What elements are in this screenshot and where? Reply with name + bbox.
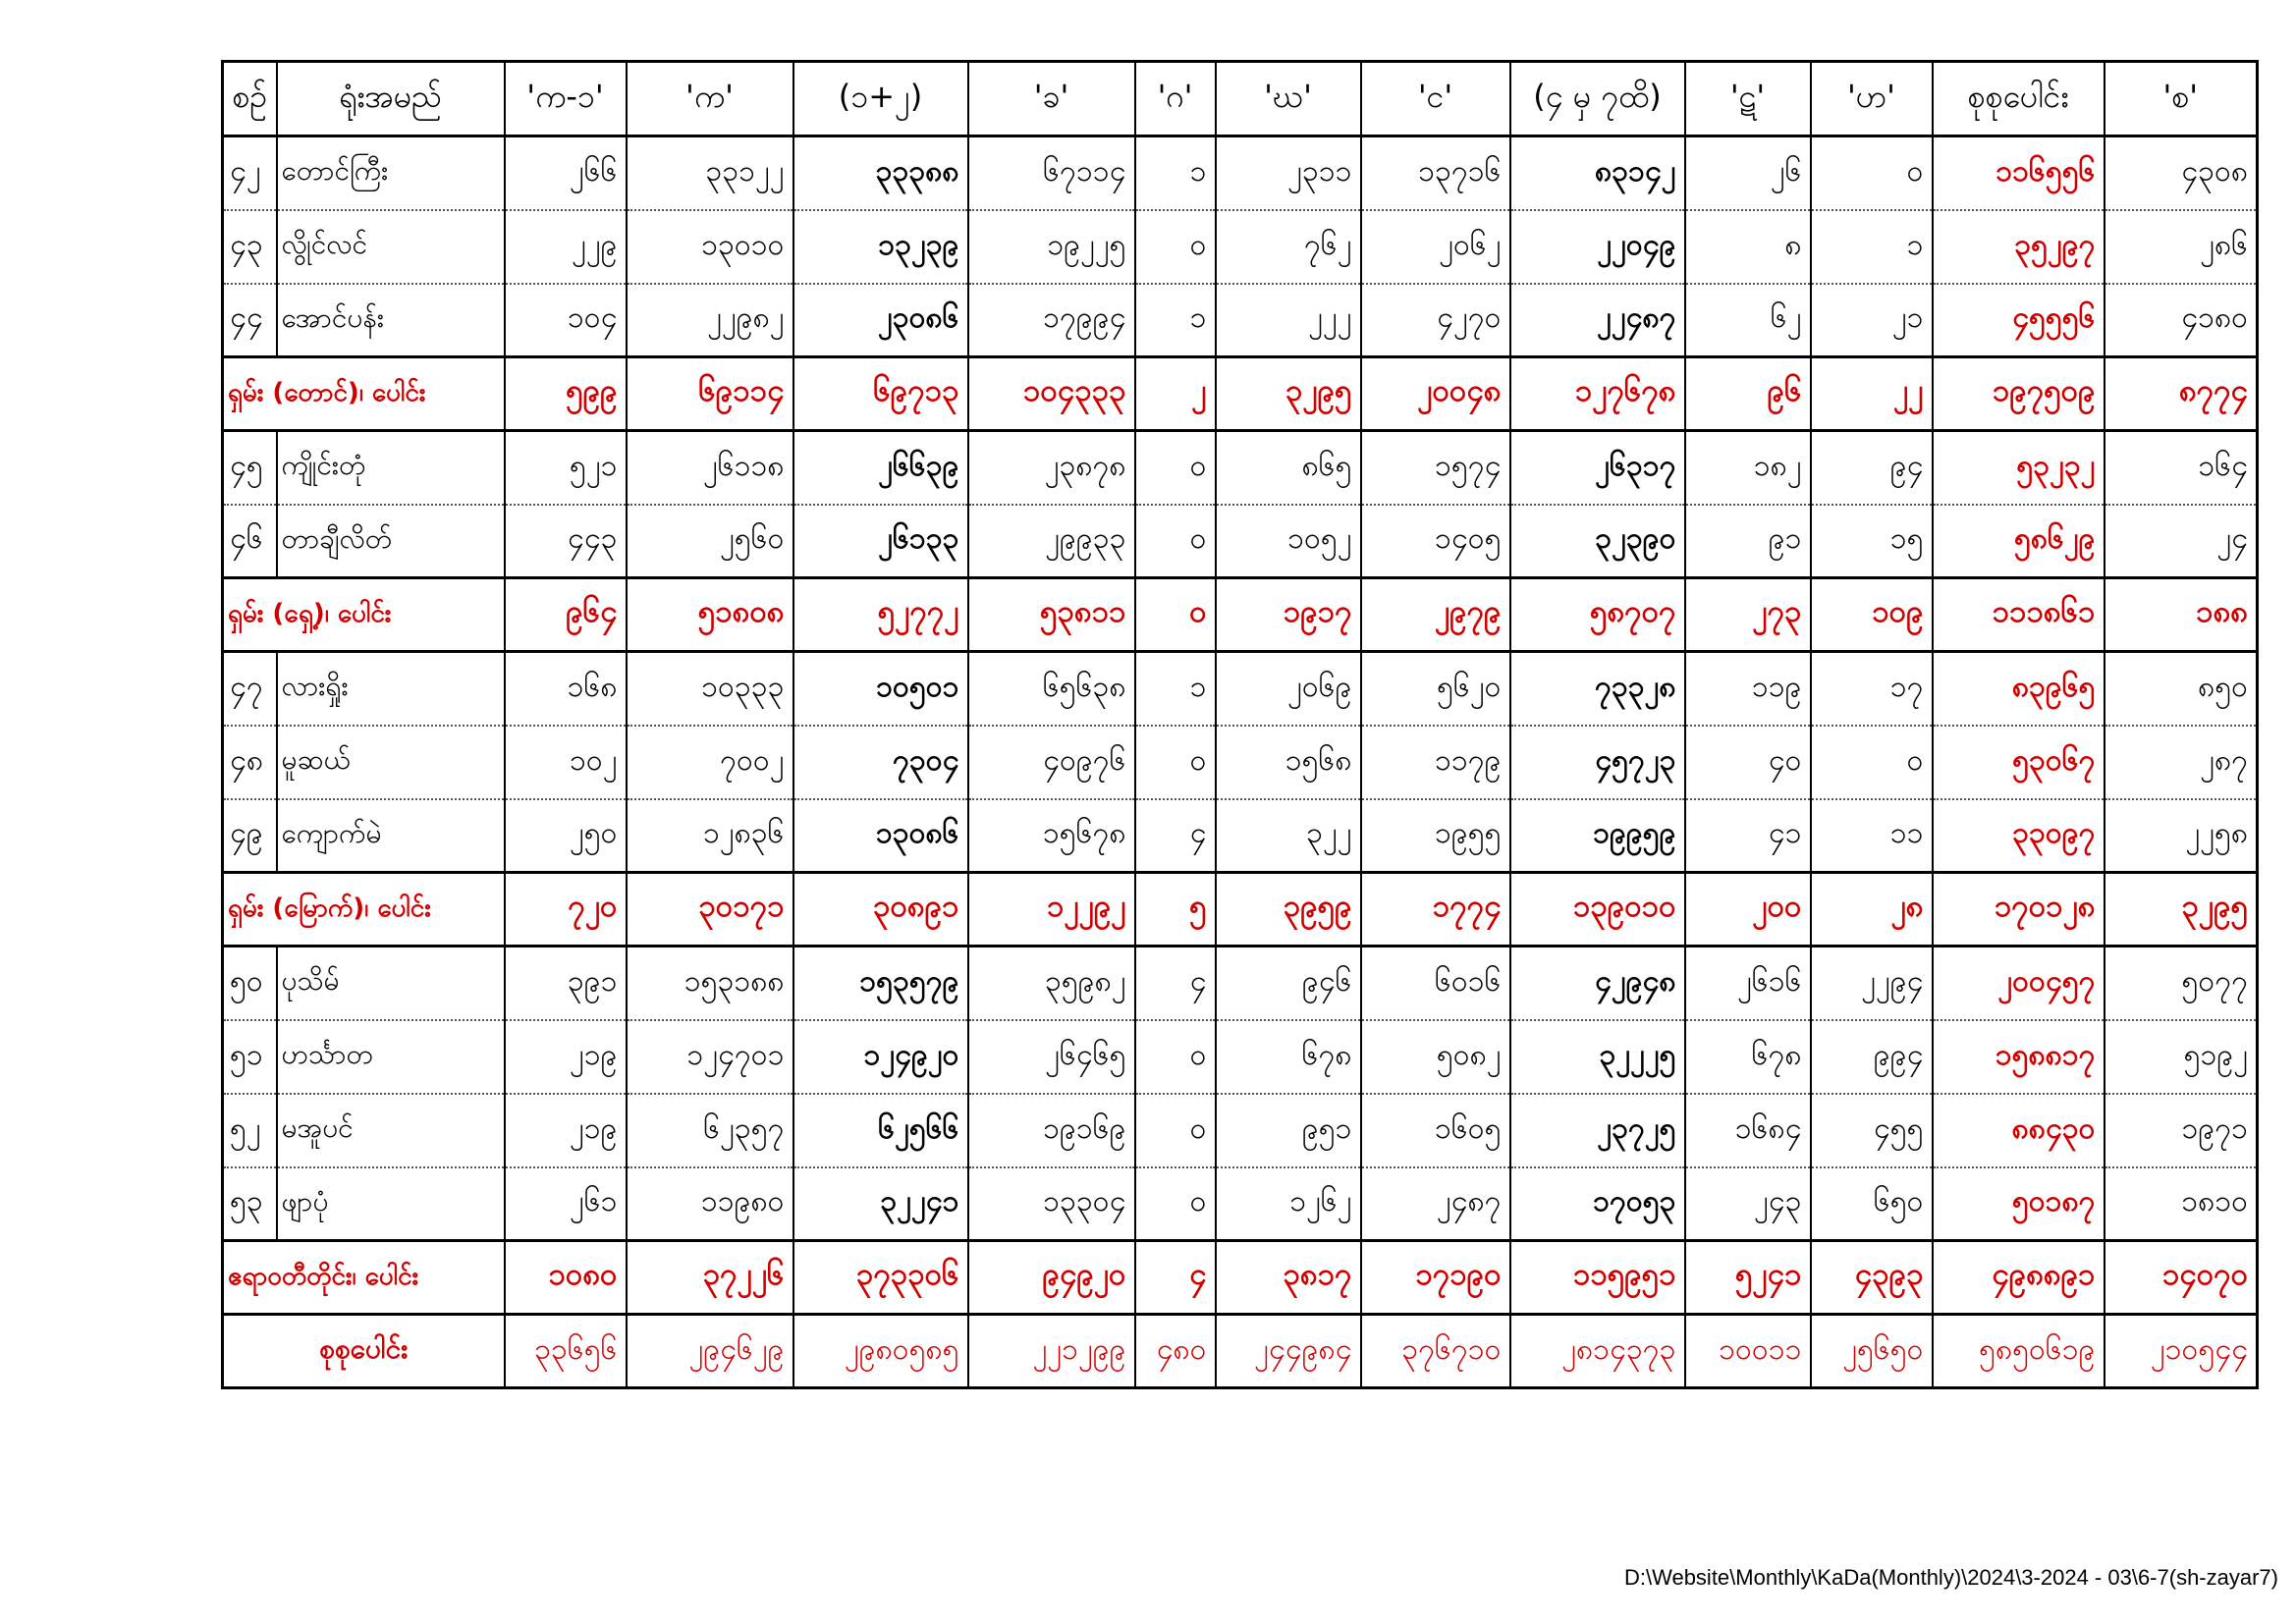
cell-s: ၁၈၈ <box>2105 578 2258 652</box>
cell-tt: ၁၈၂ <box>1685 431 1811 505</box>
cell-gh: ၁၂၆၂ <box>1216 1167 1361 1241</box>
cell-sum4to7: ၃၂၃၉၀ <box>1510 505 1685 578</box>
office-name: မအူပင် <box>277 1094 505 1167</box>
cell-s: ၁၈၁၀ <box>2105 1167 2258 1241</box>
row-number: ၅၁ <box>223 1020 277 1094</box>
cell-kh: ၁၂၂၉၂ <box>968 873 1135 947</box>
table-row <box>223 726 2258 799</box>
row-number: ၄၂ <box>223 136 277 210</box>
cell-sum12: ၃၂၂၄၁ <box>793 1167 968 1241</box>
cell-gh: ၉၄၆ <box>1216 947 1361 1020</box>
cell-gh: ၈၆၅ <box>1216 431 1361 505</box>
row-number: ၅၀ <box>223 947 277 1020</box>
cell-tt: ၆၂ <box>1685 284 1811 357</box>
cell-total: ၈၈၄၃၀ <box>1933 1094 2105 1167</box>
cell-ng: ၂၀၆၂ <box>1361 210 1510 284</box>
cell-sum12: ၁၃၂၃၉ <box>793 210 968 284</box>
cell-g: ၀ <box>1135 210 1216 284</box>
cell-h: ၄၅၅ <box>1811 1094 1933 1167</box>
table-row <box>223 1094 2258 1167</box>
cell-k1: ၂၆၆ <box>505 136 627 210</box>
cell-tt: ၄၁ <box>1685 799 1811 873</box>
cell-g: ၁ <box>1135 652 1216 726</box>
cell-k: ၂၅၆၀ <box>627 505 793 578</box>
cell-tt: ၉၆ <box>1685 357 1811 431</box>
cell-k: ၇၀၀၂ <box>627 726 793 799</box>
cell-ng: ၆၀၁၆ <box>1361 947 1510 1020</box>
cell-gh: ၂၀၆၉ <box>1216 652 1361 726</box>
cell-sum4to7: ၂၈၁၄၃၇၃ <box>1510 1315 1685 1388</box>
cell-ng: ၃၇၆၇၁၀ <box>1361 1315 1510 1388</box>
cell-total: ၅၀၁၈၇ <box>1933 1167 2105 1241</box>
cell-k: ၁၀၃၃၃ <box>627 652 793 726</box>
cell-gh: ၆၇၈ <box>1216 1020 1361 1094</box>
cell-g: ၀ <box>1135 726 1216 799</box>
header-cell: 'ဃ' <box>1216 62 1361 136</box>
cell-h: ၉၉၄ <box>1811 1020 1933 1094</box>
cell-k: ၁၂၄၇၀၁ <box>627 1020 793 1094</box>
cell-k: ၁၂၈၃၆ <box>627 799 793 873</box>
subtotal-label: ဧရာဝတီတိုင်း၊ ပေါင်း <box>223 1241 505 1315</box>
header-cell: 'က-၁' <box>505 62 627 136</box>
cell-g: ၁ <box>1135 284 1216 357</box>
cell-k1: ၁၆၈ <box>505 652 627 726</box>
cell-k: ၂၆၁၁၈ <box>627 431 793 505</box>
cell-s: ၂၄ <box>2105 505 2258 578</box>
cell-k1: ၉၆၄ <box>505 578 627 652</box>
subtotal-label: ရှမ်း (မြောက်)၊ ပေါင်း <box>223 873 505 947</box>
office-name: ဖျာပုံ <box>277 1167 505 1241</box>
header-cell: 'စ' <box>2105 62 2258 136</box>
cell-h: ၂၂၉၄ <box>1811 947 1933 1020</box>
cell-tt: ၄၀ <box>1685 726 1811 799</box>
header-cell: 'ဋ' <box>1685 62 1811 136</box>
cell-tt: ၁၆၈၄ <box>1685 1094 1811 1167</box>
cell-sum12: ၁၅၃၅၇၉ <box>793 947 968 1020</box>
cell-kh: ၁၇၉၉၄ <box>968 284 1135 357</box>
cell-h: ၁ <box>1811 210 1933 284</box>
cell-total: ၁၉၇၅၀၉ <box>1933 357 2105 431</box>
cell-sum12: ၅၂၇၇၂ <box>793 578 968 652</box>
cell-sum12: ၆၉၇၁၃ <box>793 357 968 431</box>
cell-sum4to7: ၂၂၀၄၉ <box>1510 210 1685 284</box>
cell-s: ၂၂၅၈ <box>2105 799 2258 873</box>
cell-k1: ၂၆၁ <box>505 1167 627 1241</box>
header-cell: စုစုပေါင်း <box>1933 62 2105 136</box>
cell-kh: ၁၉၁၆၉ <box>968 1094 1135 1167</box>
cell-gh: ၃၈၁၇ <box>1216 1241 1361 1315</box>
cell-k: ၁၁၉၈၀ <box>627 1167 793 1241</box>
header-cell: ရုံးအမည် <box>277 62 505 136</box>
cell-kh: ၆၅၆၃၈ <box>968 652 1135 726</box>
cell-k: ၆၂၃၅၇ <box>627 1094 793 1167</box>
cell-k: ၂၂၉၈၂ <box>627 284 793 357</box>
cell-total: ၁၇၀၁၂၈ <box>1933 873 2105 947</box>
cell-gh: ၁၅၆၈ <box>1216 726 1361 799</box>
cell-s: ၃၂၉၅ <box>2105 873 2258 947</box>
cell-sum12: ၂၉၈၀၅၈၅ <box>793 1315 968 1388</box>
cell-total: ၁၁၁၈၆၁ <box>1933 578 2105 652</box>
cell-ng: ၅၀၈၂ <box>1361 1020 1510 1094</box>
cell-total: ၃၅၂၉၇ <box>1933 210 2105 284</box>
table-row <box>223 210 2258 284</box>
cell-sum12: ၇၃၀၄ <box>793 726 968 799</box>
subtotal-label: ရှမ်း (ရှေ့)၊ ပေါင်း <box>223 578 505 652</box>
cell-h: ၂၁ <box>1811 284 1933 357</box>
cell-h: ၆၅၀ <box>1811 1167 1933 1241</box>
cell-h: ၂၅၆၅၀ <box>1811 1315 1933 1388</box>
cell-sum12: ၁၃၀၈၆ <box>793 799 968 873</box>
grand-total-row <box>223 1315 2258 1388</box>
office-name: မူဆယ် <box>277 726 505 799</box>
cell-g: ၀ <box>1135 1167 1216 1241</box>
cell-k: ၁၃၀၁၀ <box>627 210 793 284</box>
cell-sum12: ၆၂၅၆၆ <box>793 1094 968 1167</box>
row-number: ၄၄ <box>223 284 277 357</box>
cell-s: ၁၆၄ <box>2105 431 2258 505</box>
office-name: လားရှိုး <box>277 652 505 726</box>
cell-s: ၅၀၇၇ <box>2105 947 2258 1020</box>
cell-h: ၀ <box>1811 136 1933 210</box>
cell-kh: ၃၅၉၈၂ <box>968 947 1135 1020</box>
cell-sum4to7: ၂၆၃၁၇ <box>1510 431 1685 505</box>
office-name: တောင်ကြီး <box>277 136 505 210</box>
cell-k: ၁၅၃၁၈၈ <box>627 947 793 1020</box>
cell-k1: ၂၁၉ <box>505 1020 627 1094</box>
cell-total: ၅၃၀၆၇ <box>1933 726 2105 799</box>
cell-tt: ၁၁၉ <box>1685 652 1811 726</box>
cell-sum4to7: ၁၃၉၀၁၀ <box>1510 873 1685 947</box>
table-row <box>223 136 2258 210</box>
cell-kh: ၄၀၉၇၆ <box>968 726 1135 799</box>
cell-h: ၁၀၉ <box>1811 578 1933 652</box>
cell-sum4to7: ၂၃၇၂၅ <box>1510 1094 1685 1167</box>
cell-sum12: ၁၂၄၉၂၀ <box>793 1020 968 1094</box>
cell-h: ၂၂ <box>1811 357 1933 431</box>
cell-ng: ၁၆၀၅ <box>1361 1094 1510 1167</box>
cell-ng: ၁၅၇၄ <box>1361 431 1510 505</box>
cell-s: ၈၅၀ <box>2105 652 2258 726</box>
cell-total: ၅၈၅၀၆၁၉ <box>1933 1315 2105 1388</box>
cell-total: ၄၅၅၅၆ <box>1933 284 2105 357</box>
cell-k1: ၇၂၀ <box>505 873 627 947</box>
cell-ng: ၂၄၈၇ <box>1361 1167 1510 1241</box>
cell-sum4to7: ၇၃၃၂၈ <box>1510 652 1685 726</box>
cell-k1: ၁၀၈၀ <box>505 1241 627 1315</box>
cell-kh: ၅၃၈၁၁ <box>968 578 1135 652</box>
row-number: ၅၂ <box>223 1094 277 1167</box>
cell-h: ၁၅ <box>1811 505 1933 578</box>
cell-sum12: ၃၇၃၃၀၆ <box>793 1241 968 1315</box>
cell-gh: ၁၉၁၇ <box>1216 578 1361 652</box>
cell-gh: ၃၂၉၅ <box>1216 357 1361 431</box>
cell-s: ၁၉၇၁ <box>2105 1094 2258 1167</box>
subtotal-label: ရှမ်း (တောင်)၊ ပေါင်း <box>223 357 505 431</box>
header-cell: (၄ မှ ၇ထိ) <box>1510 62 1685 136</box>
row-number: ၄၃ <box>223 210 277 284</box>
cell-sum4to7: ၈၃၁၄၂ <box>1510 136 1685 210</box>
header-cell: 'င' <box>1361 62 1510 136</box>
file-path-footer: D:\Website\Monthly\KaDa(Monthly)\2024\3-2024 - 03\6-7(sh-zayar7) <box>1623 1565 2278 1590</box>
cell-k1: ၅၉၉ <box>505 357 627 431</box>
cell-gh: ၂၃၁၁ <box>1216 136 1361 210</box>
cell-sum4to7: ၂၂၄၈၇ <box>1510 284 1685 357</box>
cell-s: ၄၁၈၀ <box>2105 284 2258 357</box>
cell-tt: ၅၂၄၁ <box>1685 1241 1811 1315</box>
cell-k1: ၂၂၉ <box>505 210 627 284</box>
cell-kh: ၆၇၁၁၄ <box>968 136 1135 210</box>
cell-sum4to7: ၁၁၅၉၅၁ <box>1510 1241 1685 1315</box>
cell-total: ၈၃၉၆၅ <box>1933 652 2105 726</box>
cell-kh: ၁၃၃၀၄ <box>968 1167 1135 1241</box>
table-row <box>223 1167 2258 1241</box>
office-name: ကျိုင်းတုံ <box>277 431 505 505</box>
cell-kh: ၉၄၉၂၀ <box>968 1241 1135 1315</box>
cell-k1: ၄၄၃ <box>505 505 627 578</box>
header-cell: (၁+၂) <box>793 62 968 136</box>
table-row <box>223 505 2258 578</box>
cell-total: ၅၈၆၂၉ <box>1933 505 2105 578</box>
row-number: ၄၇ <box>223 652 277 726</box>
cell-ng: ၄၂၇၀ <box>1361 284 1510 357</box>
cell-g: ၀ <box>1135 505 1216 578</box>
row-number: ၅၃ <box>223 1167 277 1241</box>
header-cell: 'က' <box>627 62 793 136</box>
cell-ng: ၁၇၇၄ <box>1361 873 1510 947</box>
cell-sum4to7: ၅၈၇၀၇ <box>1510 578 1685 652</box>
cell-tt: ၁၀၀၁၁ <box>1685 1315 1811 1388</box>
cell-tt: ၆၇၈ <box>1685 1020 1811 1094</box>
cell-s: ၂၈၇ <box>2105 726 2258 799</box>
cell-k: ၃၀၁၇၁ <box>627 873 793 947</box>
cell-kh: ၁၉၂၂၅ <box>968 210 1135 284</box>
cell-k1: ၃၉၁ <box>505 947 627 1020</box>
cell-s: ၂၈၆ <box>2105 210 2258 284</box>
cell-g: ၄ <box>1135 1241 1216 1315</box>
office-name: ဟင်္သာတ <box>277 1020 505 1094</box>
cell-k: ၂၉၄၆၂၉ <box>627 1315 793 1388</box>
cell-k1: ၁၀၄ <box>505 284 627 357</box>
cell-tt: ၂၄၃ <box>1685 1167 1811 1241</box>
cell-kh: ၂၉၉၃၃ <box>968 505 1135 578</box>
grand-total-label: စုစုပေါင်း <box>223 1315 505 1388</box>
cell-g: ၅ <box>1135 873 1216 947</box>
cell-ng: ၂၀၀၄၈ <box>1361 357 1510 431</box>
cell-s: ၈၇၇၄ <box>2105 357 2258 431</box>
cell-sum12: ၂၆၁၃၃ <box>793 505 968 578</box>
cell-ng: ၅၆၂၀ <box>1361 652 1510 726</box>
row-number: ၄၈ <box>223 726 277 799</box>
cell-gh: ၂၄၄၉၈၄ <box>1216 1315 1361 1388</box>
data-table <box>221 60 2259 1389</box>
cell-gh: ၁၀၅၂ <box>1216 505 1361 578</box>
cell-sum4to7: ၁၇၀၅၃ <box>1510 1167 1685 1241</box>
office-name: ပုသိမ် <box>277 947 505 1020</box>
table-row <box>223 799 2258 873</box>
row-number: ၄၅ <box>223 431 277 505</box>
cell-gh: ၃၉၅၉ <box>1216 873 1361 947</box>
cell-ng: ၂၉၇၉ <box>1361 578 1510 652</box>
cell-k1: ၂၁၉ <box>505 1094 627 1167</box>
office-name: အောင်ပန်း <box>277 284 505 357</box>
cell-s: ၂၁၀၅၄၄ <box>2105 1315 2258 1388</box>
cell-sum4to7: ၄၅၇၂၃ <box>1510 726 1685 799</box>
cell-g: ၄ <box>1135 799 1216 873</box>
cell-total: ၁၁၆၅၅၆ <box>1933 136 2105 210</box>
cell-k: ၃၇၂၂၆ <box>627 1241 793 1315</box>
cell-total: ၁၅၈၈၁၇ <box>1933 1020 2105 1094</box>
cell-h: ၁၇ <box>1811 652 1933 726</box>
cell-gh: ၇၆၂ <box>1216 210 1361 284</box>
cell-gh: ၃၂၂ <box>1216 799 1361 873</box>
cell-g: ၀ <box>1135 1020 1216 1094</box>
cell-total: ၂၀၀၄၅၇ <box>1933 947 2105 1020</box>
cell-gh: ၉၅၁ <box>1216 1094 1361 1167</box>
cell-sum4to7: ၃၂၂၂၅ <box>1510 1020 1685 1094</box>
cell-sum4to7: ၄၂၉၄၈ <box>1510 947 1685 1020</box>
header-cell: 'ဟ' <box>1811 62 1933 136</box>
cell-g: ၀ <box>1135 431 1216 505</box>
cell-k: ၃၃၁၂၂ <box>627 136 793 210</box>
cell-tt: ၉၁ <box>1685 505 1811 578</box>
cell-g: ၀ <box>1135 578 1216 652</box>
cell-g: ၄၈၀ <box>1135 1315 1216 1388</box>
table-row <box>223 652 2258 726</box>
cell-k: ၅၁၈၀၈ <box>627 578 793 652</box>
cell-ng: ၁၉၅၅ <box>1361 799 1510 873</box>
cell-gh: ၂၂၂ <box>1216 284 1361 357</box>
cell-kh: ၂၃၈၇၈ <box>968 431 1135 505</box>
header-cell: စဉ် <box>223 62 277 136</box>
cell-total: ၄၉၈၈၉၁ <box>1933 1241 2105 1315</box>
cell-tt: ၂၆ <box>1685 136 1811 210</box>
cell-tt: ၂၇၃ <box>1685 578 1811 652</box>
cell-g: ၄ <box>1135 947 1216 1020</box>
cell-h: ၀ <box>1811 726 1933 799</box>
cell-s: ၁၄၀၇၀ <box>2105 1241 2258 1315</box>
subtotal-row <box>223 357 2258 431</box>
cell-k: ၆၉၁၁၄ <box>627 357 793 431</box>
cell-tt: ၂၀၀ <box>1685 873 1811 947</box>
office-name: လွိုင်လင် <box>277 210 505 284</box>
cell-sum4to7: ၁၂၇၆၇၈ <box>1510 357 1685 431</box>
cell-k1: ၃၃၆၅၆ <box>505 1315 627 1388</box>
header-cell: 'ဂ' <box>1135 62 1216 136</box>
cell-sum12: ၂၆၆၃၉ <box>793 431 968 505</box>
cell-tt: ၂၆၁၆ <box>1685 947 1811 1020</box>
cell-h: ၄၃၉၃ <box>1811 1241 1933 1315</box>
cell-kh: ၁၀၄၃၃၃ <box>968 357 1135 431</box>
cell-tt: ၈ <box>1685 210 1811 284</box>
cell-ng: ၁၃၇၁၆ <box>1361 136 1510 210</box>
header-row <box>223 62 2258 136</box>
cell-g: ၂ <box>1135 357 1216 431</box>
cell-kh: ၁၅၆၇၈ <box>968 799 1135 873</box>
cell-k1: ၅၂၁ <box>505 431 627 505</box>
subtotal-row <box>223 873 2258 947</box>
row-number: ၄၆ <box>223 505 277 578</box>
cell-s: ၄၃၀၈ <box>2105 136 2258 210</box>
cell-g: ၁ <box>1135 136 1216 210</box>
cell-total: ၃၃၀၉၇ <box>1933 799 2105 873</box>
cell-sum12: ၃၀၈၉၁ <box>793 873 968 947</box>
cell-h: ၂၈ <box>1811 873 1933 947</box>
cell-sum12: ၁၀၅၀၁ <box>793 652 968 726</box>
subtotal-row <box>223 578 2258 652</box>
table-row <box>223 431 2258 505</box>
table-row <box>223 1020 2258 1094</box>
cell-kh: ၂၂၁၂၉၉ <box>968 1315 1135 1388</box>
cell-total: ၅၃၂၃၂ <box>1933 431 2105 505</box>
cell-h: ၁၁ <box>1811 799 1933 873</box>
cell-sum12: ၃၃၃၈၈ <box>793 136 968 210</box>
subtotal-row <box>223 1241 2258 1315</box>
office-name: တာချီလိတ် <box>277 505 505 578</box>
cell-ng: ၁၇၁၉၀ <box>1361 1241 1510 1315</box>
cell-g: ၀ <box>1135 1094 1216 1167</box>
table-row <box>223 284 2258 357</box>
cell-h: ၉၄ <box>1811 431 1933 505</box>
office-name: ကျောက်မဲ <box>277 799 505 873</box>
cell-sum12: ၂၃၀၈၆ <box>793 284 968 357</box>
cell-k1: ၁၀၂ <box>505 726 627 799</box>
cell-kh: ၂၆၄၆၅ <box>968 1020 1135 1094</box>
row-number: ၄၉ <box>223 799 277 873</box>
table-row <box>223 947 2258 1020</box>
cell-s: ၅၁၉၂ <box>2105 1020 2258 1094</box>
cell-ng: ၁၁၇၉ <box>1361 726 1510 799</box>
cell-sum4to7: ၁၉၉၅၉ <box>1510 799 1685 873</box>
cell-ng: ၁၄၀၅ <box>1361 505 1510 578</box>
cell-k1: ၂၅၀ <box>505 799 627 873</box>
header-cell: 'ခ' <box>968 62 1135 136</box>
